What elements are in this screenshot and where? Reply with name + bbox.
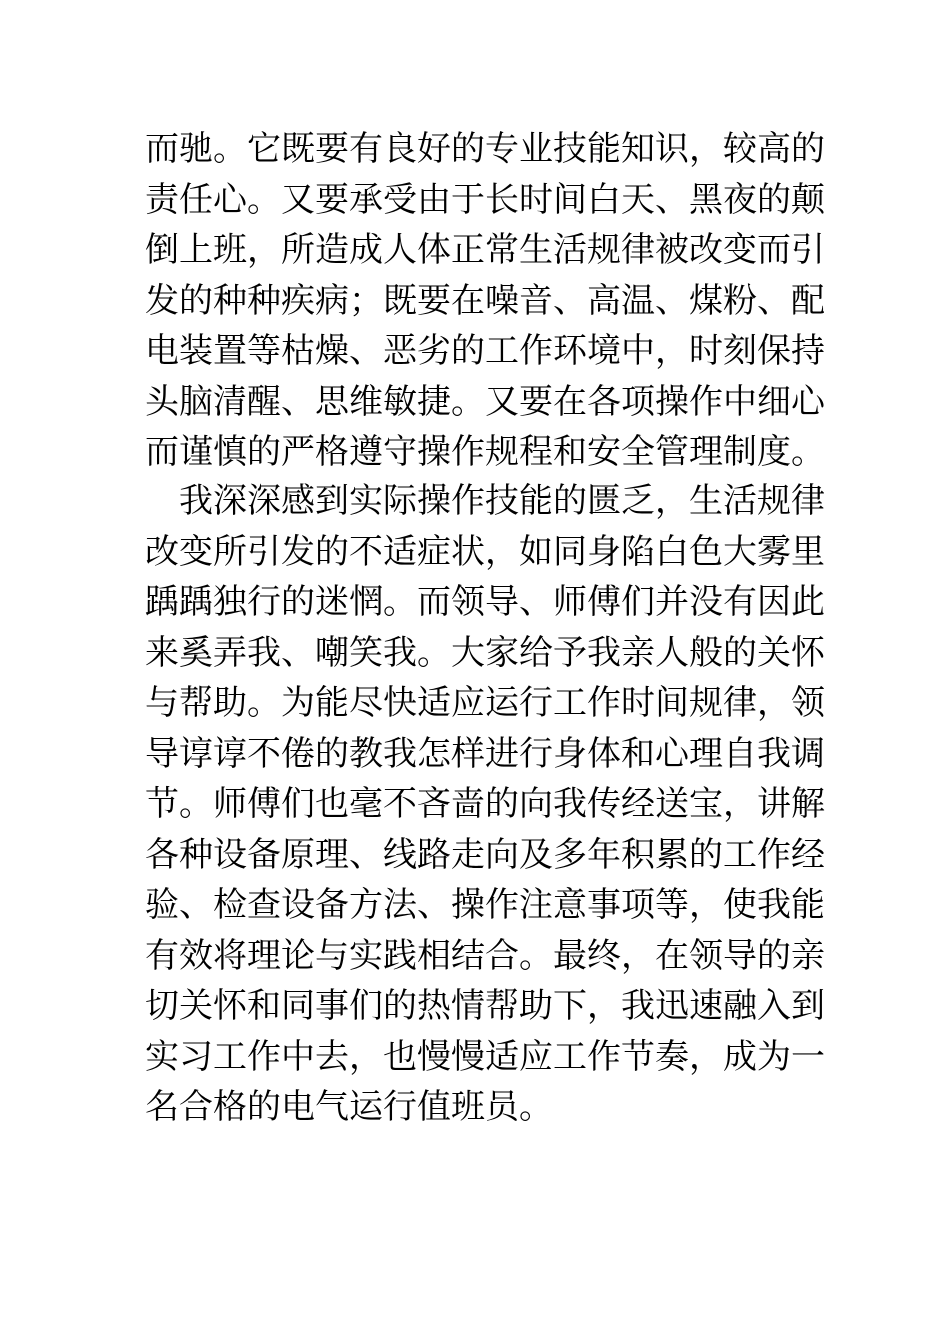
paragraph-line: 电装置等枯燥、恶劣的工作环境中，时刻保持	[145, 331, 825, 371]
paragraph-line: 切关怀和同事们的热情帮助下，我迅速融入到	[145, 986, 825, 1026]
paragraph-line: 导谆谆不倦的教我怎样进行身体和心理自我调	[145, 733, 825, 774]
paragraph-line: 倒上班，所造成人体正常生活规律被改变而引	[145, 230, 825, 270]
paragraph-line: 而谨慎的严格遵守操作规程和安全管理制度。	[145, 432, 825, 472]
paragraph-line: 有效将理论与实践相结合。最终，在领导的亲	[145, 935, 825, 976]
paragraph-line: 与帮助。为能尽快适应运行工作时间规律，领	[145, 683, 825, 723]
paragraph-line: 实习工作中去，也慢慢适应工作节奏，成为一	[145, 1036, 825, 1077]
paragraph-line: 责任心。又要承受由于长时间白天、黑夜的颠	[145, 179, 825, 220]
paragraph-line: 而驰。它既要有良好的专业技能知识，较高的	[145, 129, 825, 169]
paragraph-line: 发的种种疾病；既要在噪音、高温、煤粉、配	[145, 280, 825, 321]
paragraph-line: 名合格的电气运行值班员。	[145, 1087, 553, 1127]
paragraph-line: 踽踽独行的迷惘。而领导、师傅们并没有因此	[145, 582, 825, 622]
paragraph-line: 各种设备原理、线路走向及多年积累的工作经	[145, 834, 825, 875]
paragraph-line: 节。师傅们也毫不吝啬的向我传经送宝，讲解	[145, 784, 825, 824]
paragraph-2	[145, 476, 825, 1133]
paragraph-line: 头脑清醒、思维敏捷。又要在各项操作中细心	[145, 381, 825, 422]
paragraph-line: 我深深感到实际操作技能的匮乏，生活规律	[145, 481, 825, 521]
paragraph-line: 改变所引发的不适症状，如同身陷白色大雾里	[145, 531, 825, 572]
paragraph-line: 验、检查设备方法、操作注意事项等，使我能	[145, 885, 825, 925]
paragraph-1	[145, 124, 825, 478]
paragraph-line: 来奚弄我、嘲笑我。大家给予我亲人般的关怀	[145, 632, 825, 673]
